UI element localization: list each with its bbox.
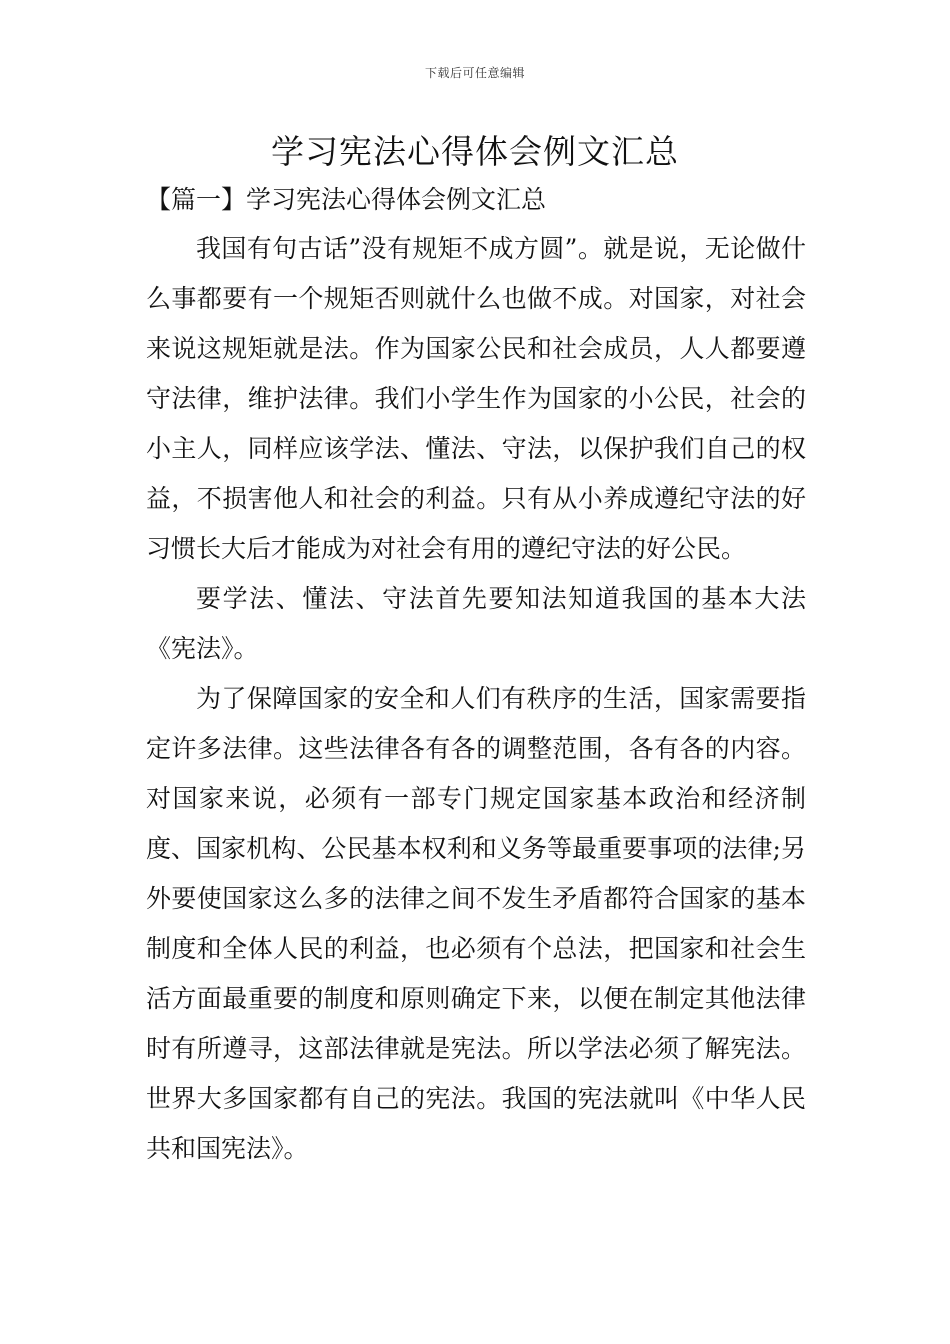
header-note: 下载后可任意编辑 bbox=[424, 66, 525, 80]
document-title: 学习宪法心得体会例文汇总 bbox=[271, 132, 679, 171]
body-text bbox=[146, 224, 806, 1174]
section-heading: 【篇一】学习宪法心得体会例文汇总 bbox=[146, 185, 547, 214]
paragraph-2: 要学法、懂法、守法首先要知法知道我国的基本大法《宪法》。 bbox=[146, 584, 806, 663]
paragraph-3: 为了保障国家的安全和人们有秩序的生活，国家需要指定许多法律。这些法律各有各的调整范围，各有各的内容。对国家来说，必须有一部专门规定国家基本政治和经济制度、国家机构、公民基本权利和义务等最重要事项的法律;另外要使国家这么多的法律之间不发生矛盾都符合国家的基本制度和全体人民的利益，也必须有个总法，把国家和社会生活方面最重要的制度和原则确定下来，以便在制定其他法律时有所遵寻，这部法律就是宪法。所以学法必须了解宪法。世界大多国家都有自己的宪法。我国的宪法就叫《中华人民共和国宪法》。 bbox=[146, 684, 806, 1163]
paragraph-1: 我国有句古话”没有规矩不成方圆”。就是说，无论做什么事都要有一个规矩否则就什么也做不成。对国家，对社会来说这规矩就是法。作为国家公民和社会成员，人人都要遵守法律，维护法律。我们小学生作为国家的小公民，社会的小主人，同样应该学法、懂法、守法，以保护我们自己的权益，不损害他人和社会的利益。只有从小养成遵纪守法的好习惯长大后才能成为对社会有用的遵纪守法的好公民。 bbox=[146, 234, 806, 563]
